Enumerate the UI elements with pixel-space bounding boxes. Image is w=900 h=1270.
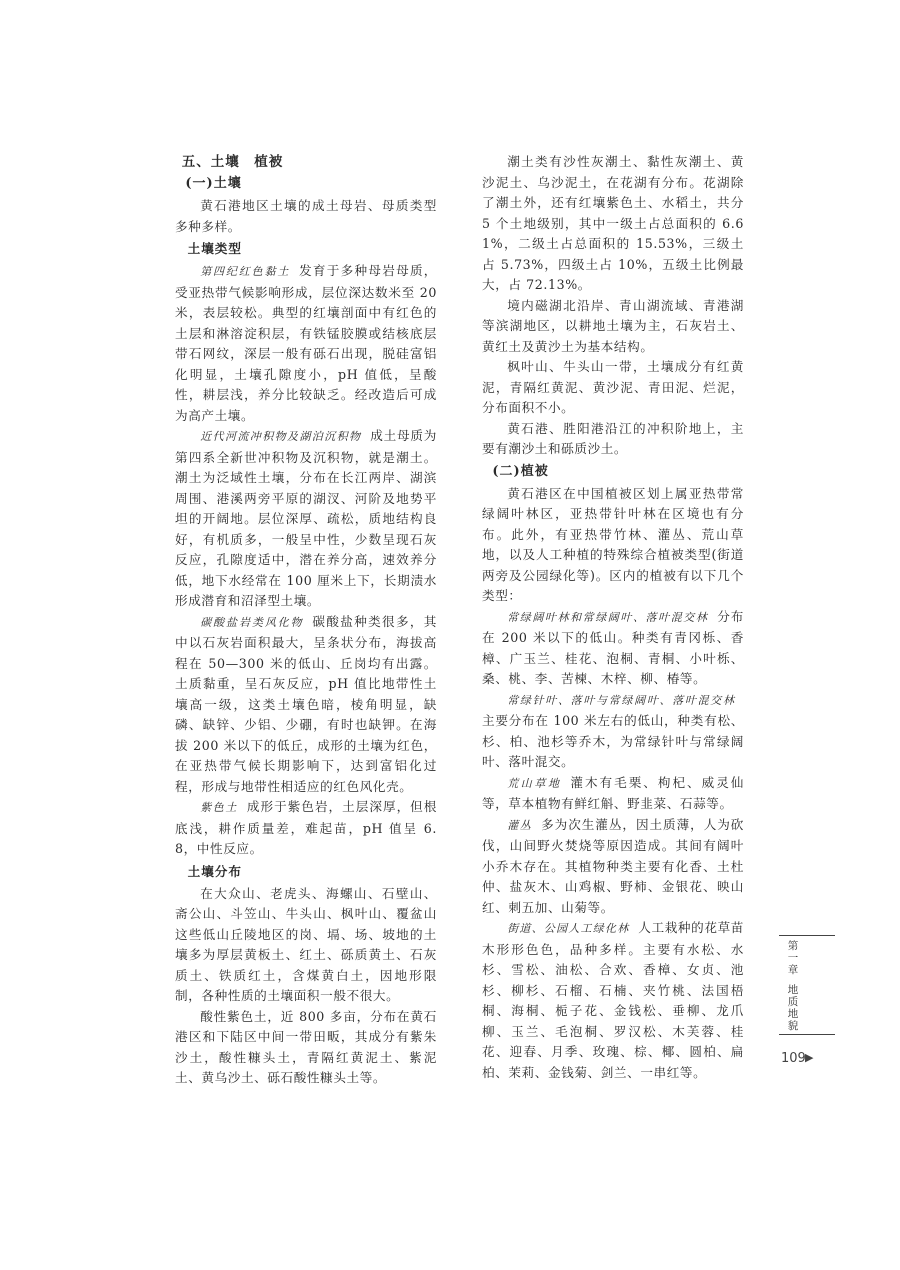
soil-intro-paragraph: 黄石港地区土壤的成土母岩、母质类型多种多样。 [175,198,437,234]
paragraph-text: 分布在 200 米以下的低山。种类有青冈栎、香樟、广玉兰、桂花、泡桐、青桐、小叶栎、桑、桃、李、苦楝、木梓、柳、椿等。 [482,608,744,686]
paragraph-lead: 碳酸盐岩类风化物 [200,615,304,629]
paragraph-text: 成土母质为第四系全新世冲积物及沉积物，就是潮土。潮土为泛域性土壤，分布在长江两岸、湖滨周围、港溪两旁平原的湖汊、河阶及地势平坦的开阔地。层位深厚、疏松，质地结构良好，有机质多，一般呈中性，少数呈现石灰反应，孔隙度适中，潜在养分高，速效养分低，地下水经常在 100 厘米上下，长期渍水形成潜育和沼泽型土壤。 [175,428,437,608]
page-number: 109 [781,1051,806,1066]
paragraph-lead: 紫色土 [200,801,239,814]
paragraph-text: 发育于多种母岩母质，受亚热带气候影响形成，层位深达数米至 20 米，表层较松。典型的红壤剖面中有红色的土层和淋溶淀积层，有铁锰胶膜或结核底层带石网纹，深层一般有砾石出现，脱硅富铝化明显，土壤孔隙度小，pH 值低，呈酸性，耕层浅，养分比较缺乏。经改造后可成为高产土壤。 [175,263,438,423]
paragraph-red-clay [175,261,437,426]
chapter-char: 第 [787,940,799,952]
paragraph-text: 成形于紫色岩，土层深厚，但根底浅，耕作质量差，难起苗，pH 值呈 6.8，中性反应。 [175,799,437,856]
paragraph-purple-soil [175,797,437,860]
subsection-soil-title: (一)土壤 [185,176,242,191]
subsection-vegetation-title: (二)植被 [492,463,549,479]
paragraph-text: 人工栽种的花草苗木形形色色，品种多样。主要有水松、水杉、雪松、油松、合欢、香樟、女贞、池杉、柳杉、石榴、石楠、夹竹桃、法国梧桐、海桐、栀子花、金钱松、垂柳、龙爪柳、玉兰、毛泡桐、罗汉松、木芙蓉、桂花、迎春、月季、玫瑰、棕、椰、圆柏、扁柏、茉莉、金钱菊、剑兰、一串红等。 [482,920,744,1080]
paragraph-lead: 荒山草地 [507,776,562,790]
paragraph-riverside: 黄石港、胜阳港沿江的冲积阶地上，主要有潮沙土和砾质沙土。 [482,420,744,456]
paragraph-mixed-forest [482,690,744,773]
chapter-char [786,976,800,984]
paragraph-lead: 灌丛 [507,818,533,832]
page-arrow-icon: ▶ [805,1051,814,1064]
chapter-char: 貌 [787,1020,799,1032]
right-column [482,152,744,1083]
paragraph-tidal-soil: 潮土类有沙性灰潮土、黏性灰潮土、黄沙泥土、乌沙泥土，在花湖有分布。花湖除了潮土外，还有红壤紫色土、水稻土，共分 5 个土地级别，其中一级土占总面积的 6.61%，二级土占总面积的 15.53%，三级土占 5.73%，四级土占 10%，五级土比例最大，占 72.13%。 [482,154,744,292]
paragraph-shrubland [482,815,744,919]
chapter-label [786,940,800,1032]
chapter-char: 地 [787,1008,799,1020]
paragraph-broadleaf-forest [482,607,744,690]
paragraph-carbonate [175,612,437,798]
chapter-rule-top [779,935,835,936]
chapter-char: 章 [787,964,799,976]
chapter-rule-bottom [779,1034,835,1035]
paragraph-lead: 街道、公园人工绿化林 [507,922,630,935]
chapter-char: 一 [787,952,799,964]
paragraph-text: 碳酸盐种类很多，其中以石灰岩面积最大，呈条状分布，海拔高程在 50—300 米的低山、丘岗均有出露。土质黏重，呈石灰反应，pH 值比地带性土壤高一级，这类土壤色暗，棱角明显，缺磷、缺锌、少铝、少硼，有时也缺钾。在海拔 200 米以下的低丘，成形的土壤为红色，在亚热带气候长期影响下，达到富铝化过程，形成与地带性相适应的红色风化壳。 [175,613,437,794]
paragraph-lead: 常绿针叶、落叶与常绿阔叶、落叶混交林 [507,693,736,707]
paragraph-distribution: 在大众山、老虎头、海螺山、石壁山、斋公山、斗笠山、牛头山、枫叶山、覆盆山这些低山丘陵地区的岗、塥、场、坡地的土壤多为厚层黄板土、红土、砾质黄土、石灰质土、铁质红土，含煤黄白土，因地形限制，各种性质的土壤面积一般不很大。 [175,885,437,1003]
paragraph-maple-hill: 枫叶山、牛头山一带，土壤成分有红黄泥，青隔红黄泥、黄沙泥、青田泥、烂泥，分布面积不小。 [482,359,744,415]
paragraph-lead: 常绿阔叶林和常绿阔叶、落叶混交林 [507,610,709,624]
paragraph-grassland [482,773,744,815]
paragraph-alluvium [175,426,437,612]
paragraph-text: 主要分布在 100 米左右的低山，种类有松、杉、柏、池杉等乔木，为常绿针叶与常绿阔叶、落叶混交。 [482,713,744,769]
paragraph-lead: 第四纪红色黏土 [200,265,291,278]
paragraph-text: 多为次生灌丛，因土质薄，人为砍伐，山间野火焚烧等原因造成。其间有阔叶小乔木存在。其植物种类主要有化香、土杜仲、盐灰木、山鸡椒、野柿、金银花、映山红、刺五加、山菊等。 [482,816,745,915]
left-column [175,152,437,1089]
paragraph-vegetation-intro: 黄石港区在中国植被区划上属亚热带常绿阔叶林区，亚热带针叶林在区境也有分布。此外，有亚热带竹林、灌丛、荒山草地，以及人工种植的特殊综合植被类型(街道两旁及公园绿化等)。区内的植被有以下几个类型： [482,485,744,603]
paragraph-lakeside: 境内磁湖北沿岸、青山湖流域、青港湖等滨湖地区，以耕地土壤为主，石灰岩土、黄红土及黄沙土为基本结构。 [482,297,744,354]
paragraph-urban-greening [482,918,744,1083]
chapter-char: 质 [787,996,799,1008]
section-title: 五、土壤 植被 [181,154,284,170]
paragraph-text: 灌木有毛栗、枸杞、威灵仙等，草本植物有鲜红斛、野韭菜、石蒜等。 [482,774,744,811]
paragraph-lead: 近代河流冲积物及湖泊沉积物 [200,430,362,443]
soil-distribution-heading: 土壤分布 [187,863,242,879]
soil-types-heading: 土壤类型 [187,241,242,256]
chapter-char: 地 [787,984,799,996]
paragraph-acid-purple: 酸性紫色土，近 800 多亩，分布在黄石港区和下陆区中间一带田畈，其成分有紫朱沙土，酸性糠头土，青隔红黄泥土、紫泥土、黄乌沙土、砾石酸性糠头土等。 [175,1008,437,1085]
